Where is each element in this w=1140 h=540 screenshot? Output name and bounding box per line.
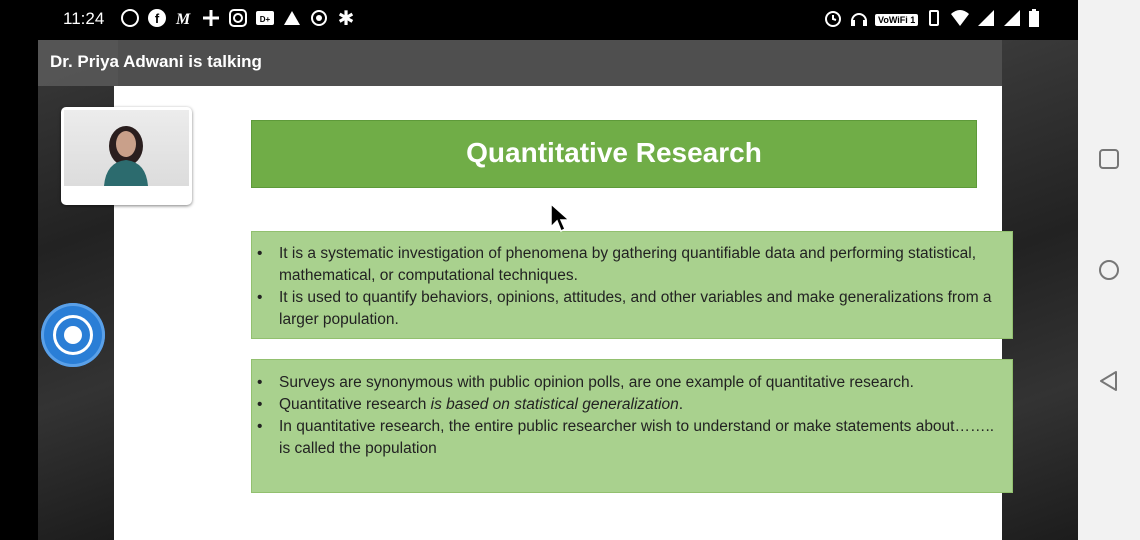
recents-icon[interactable] [1098, 148, 1120, 170]
list-item: • Quantitative research is based on statistical generalization. [257, 394, 997, 416]
speaker-banner-text: Dr. Priya Adwani is talking [50, 52, 262, 71]
list-item: • Surveys are synonymous with public opinion polls, are one example of quantitative research. [257, 372, 997, 394]
record-dot [64, 326, 82, 344]
presentation-slide [114, 86, 1002, 540]
svg-text:✱: ✱ [337, 8, 355, 28]
whatsapp-icon [120, 8, 140, 28]
svg-text:f: f [154, 11, 160, 26]
slide-title-band [251, 120, 977, 188]
notification-icons [120, 8, 356, 28]
home-icon[interactable] [1098, 259, 1120, 281]
slide-title: Quantitative Research [466, 137, 762, 168]
record-dot-icon [309, 8, 329, 28]
clock: 11:24 [63, 9, 105, 28]
list-item: • It is a systematic investigation of phenomena by gathering quantifiable data and performing statistical, mathematical, or computational techniques. [257, 243, 997, 287]
pinwheel-icon [201, 8, 221, 28]
disney-plus-icon [255, 8, 275, 28]
system-icons [823, 8, 1040, 32]
back-icon[interactable] [1098, 370, 1120, 392]
list-item: • In quantitative research, the entire public researcher wish to understand or make statements about…….. is called the population [257, 416, 997, 460]
headphones-icon [849, 8, 869, 32]
alarm-icon [823, 8, 843, 32]
signal-2-icon [1002, 8, 1022, 32]
vowifi-badge: VoWiFi 1 [875, 14, 918, 26]
shared-screen-view [38, 40, 1078, 540]
vibrate-icon [924, 8, 944, 32]
mouse-cursor-icon [550, 203, 572, 233]
definition-box [251, 231, 1013, 339]
battery-icon [1028, 8, 1040, 32]
floating-record-button[interactable] [41, 303, 105, 367]
wifi-icon [950, 8, 970, 32]
speaker-banner [38, 40, 1002, 86]
medium-icon [174, 8, 194, 28]
self-video-preview[interactable] [61, 107, 192, 205]
examples-box [251, 359, 1013, 493]
definition-list [257, 243, 997, 331]
participant-video [64, 110, 189, 186]
drive-icon [282, 8, 302, 28]
asterisk-icon [336, 8, 356, 28]
right-slide-background [1002, 40, 1078, 540]
navigation-bar [1078, 0, 1140, 540]
signal-icon [976, 8, 996, 32]
examples-list [257, 372, 997, 460]
svg-text:M: M [176, 11, 191, 28]
facebook-icon [147, 8, 167, 28]
instagram-icon [228, 8, 248, 28]
person-avatar-icon [64, 110, 189, 186]
status-bar [0, 0, 1078, 40]
list-item: • It is used to quantify behaviors, opinions, attitudes, and other variables and make generalizations from a larger population. [257, 287, 997, 331]
svg-text:D+: D+ [259, 15, 271, 24]
